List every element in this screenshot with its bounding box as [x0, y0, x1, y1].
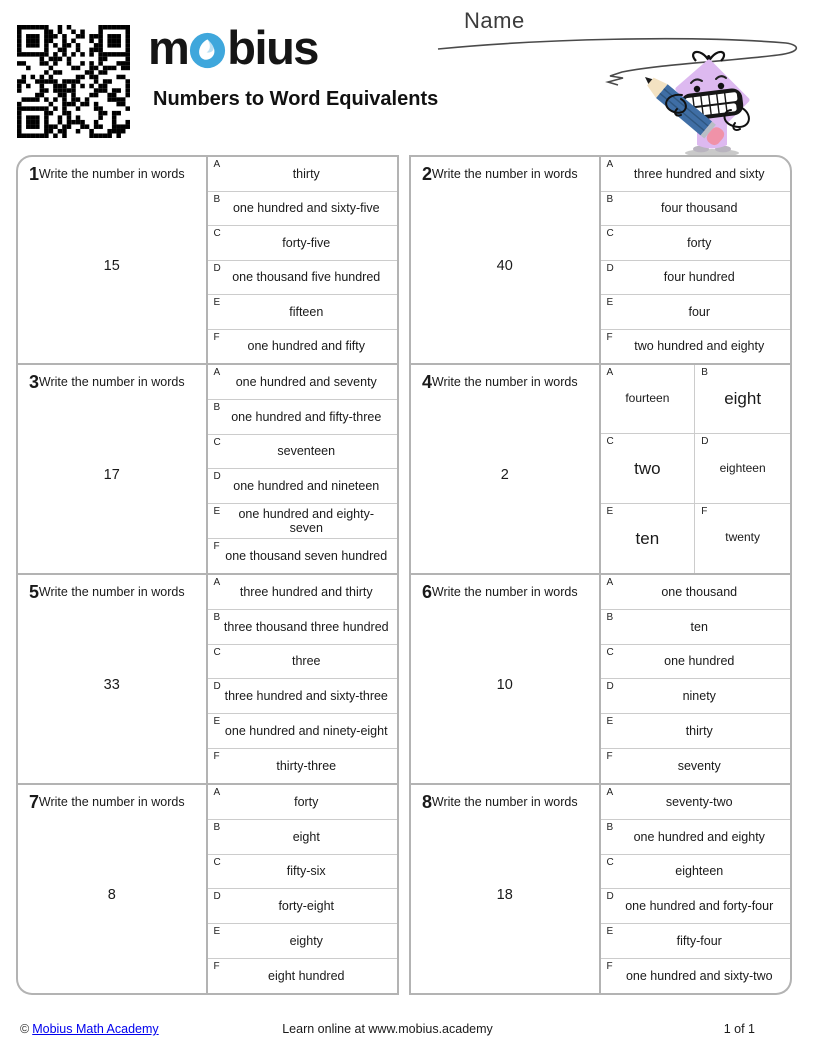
- option-letter: F: [606, 331, 613, 343]
- option-d[interactable]: [601, 679, 791, 714]
- question-value: 2: [500, 466, 509, 483]
- option-letter: B: [213, 611, 221, 623]
- option-d[interactable]: [601, 889, 791, 924]
- option-letter: B: [213, 821, 221, 833]
- option-b[interactable]: [208, 400, 398, 435]
- option-text: eighty: [289, 934, 323, 949]
- option-a[interactable]: [208, 365, 398, 400]
- option-a[interactable]: [208, 575, 398, 610]
- option-text: one hundred and ninety-eight: [224, 724, 388, 739]
- option-text: ten: [635, 528, 660, 548]
- option-text: four thousand: [661, 201, 738, 216]
- option-letter: D: [701, 436, 709, 448]
- question-2-options: [601, 157, 791, 363]
- option-b[interactable]: [601, 610, 791, 645]
- option-letter: E: [606, 297, 614, 308]
- option-text: one thousand five hundred: [232, 270, 381, 285]
- option-text: three: [292, 654, 321, 669]
- option-text: forty-five: [282, 235, 331, 250]
- option-letter: E: [213, 716, 221, 728]
- question-number: 3: [29, 372, 40, 392]
- question-3-prompt-area: [18, 365, 208, 573]
- question-card-6: [409, 575, 792, 785]
- option-f[interactable]: [601, 330, 791, 364]
- question-card-2: [409, 155, 792, 365]
- option-text: one thousand: [661, 584, 738, 599]
- question-6-prompt-area: [411, 575, 601, 783]
- question-8-prompt-area: [411, 785, 601, 993]
- option-b[interactable]: [208, 192, 398, 227]
- question-instruction: Write the number in words: [38, 167, 185, 181]
- option-letter: D: [606, 262, 614, 274]
- question-6-options: [601, 575, 791, 783]
- option-text: one hundred and sixty-two: [625, 968, 773, 983]
- option-text: fifty-six: [286, 864, 326, 879]
- option-letter: D: [213, 681, 221, 693]
- option-letter: A: [213, 367, 221, 378]
- question-5-prompt-area: [18, 575, 208, 783]
- option-letter: F: [606, 961, 613, 973]
- mobius-academy-link[interactable]: Mobius Math Academy: [32, 1022, 159, 1036]
- option-letter: B: [606, 193, 614, 205]
- option-text: one hundred and fifty-three: [231, 409, 382, 424]
- option-letter: E: [213, 297, 221, 308]
- option-d[interactable]: [208, 469, 398, 504]
- question-value: 8: [107, 886, 116, 903]
- option-text: fifteen: [289, 304, 324, 319]
- option-c[interactable]: [601, 434, 696, 503]
- option-a[interactable]: [208, 785, 398, 820]
- option-b[interactable]: [601, 192, 791, 227]
- option-d[interactable]: [208, 679, 398, 714]
- option-letter: C: [606, 436, 614, 448]
- option-f[interactable]: [208, 330, 398, 364]
- option-text: one hundred and sixty-five: [232, 201, 380, 216]
- option-text: one hundred and forty-four: [625, 899, 774, 914]
- option-text: fourteen: [625, 391, 670, 406]
- name-label: Name: [464, 8, 525, 33]
- mobius-logo: [148, 21, 318, 74]
- option-text: one hundred and seventy: [235, 374, 377, 389]
- question-value: 15: [103, 257, 120, 274]
- question-1-prompt-area: [18, 157, 208, 363]
- option-text: fifty-four: [676, 934, 722, 949]
- question-8-options: [601, 785, 791, 993]
- option-letter: A: [606, 787, 614, 798]
- question-card-5: [16, 575, 399, 785]
- option-letter: D: [606, 681, 614, 693]
- option-a[interactable]: [601, 157, 791, 192]
- option-text: three thousand three hundred: [223, 619, 389, 634]
- mobius-drop-icon: [189, 32, 226, 69]
- option-letter: E: [606, 716, 614, 728]
- option-letter: A: [213, 577, 221, 588]
- option-f[interactable]: [208, 749, 398, 783]
- option-letter: B: [213, 401, 221, 413]
- question-5-options: [208, 575, 398, 783]
- option-letter: D: [213, 262, 221, 274]
- option-letter: D: [213, 471, 221, 483]
- option-text: two: [634, 458, 661, 478]
- option-a[interactable]: [601, 785, 791, 820]
- option-text: three hundred and sixty-three: [224, 689, 388, 704]
- option-letter: D: [213, 891, 221, 903]
- option-letter: F: [213, 751, 220, 763]
- option-text: three hundred and thirty: [239, 584, 373, 599]
- option-letter: C: [213, 436, 221, 448]
- option-letter: F: [213, 961, 220, 973]
- option-text: seventeen: [277, 444, 336, 459]
- option-f[interactable]: [208, 539, 398, 573]
- option-c[interactable]: [208, 435, 398, 470]
- option-c[interactable]: [601, 855, 791, 890]
- question-number: 1: [29, 164, 40, 184]
- option-text: one hundred: [664, 654, 735, 669]
- option-text: thirty: [685, 724, 713, 739]
- bow-knot-icon: [693, 52, 724, 61]
- option-letter: A: [606, 367, 614, 378]
- option-text: three hundred and sixty: [633, 166, 765, 181]
- option-letter: B: [606, 611, 614, 623]
- option-e[interactable]: [208, 714, 398, 749]
- option-b[interactable]: [208, 610, 398, 645]
- option-letter: C: [213, 646, 221, 658]
- option-c[interactable]: [208, 855, 398, 890]
- qr-code: [16, 25, 131, 138]
- option-letter: A: [606, 159, 614, 170]
- option-text: one hundred and nineteen: [233, 479, 380, 494]
- option-a[interactable]: [601, 365, 696, 434]
- option-e[interactable]: [601, 504, 696, 573]
- option-b[interactable]: [695, 365, 790, 434]
- option-text: eighteen: [719, 460, 766, 475]
- option-e[interactable]: [208, 504, 398, 539]
- option-d[interactable]: [601, 261, 791, 296]
- question-value: 18: [496, 886, 513, 903]
- question-7-options: [208, 785, 398, 993]
- option-letter: C: [213, 856, 221, 868]
- question-number: 4: [422, 372, 433, 392]
- question-card-3: [16, 365, 399, 575]
- option-letter: B: [701, 367, 708, 378]
- option-f[interactable]: [208, 959, 398, 993]
- question-value: 33: [103, 676, 120, 693]
- option-letter: C: [213, 228, 221, 239]
- question-instruction: Write the number in words: [431, 167, 578, 181]
- question-7-prompt-area: [18, 785, 208, 993]
- page-footer: [0, 1022, 815, 1036]
- question-instruction: Write the number in words: [38, 375, 185, 389]
- pencil-icon: [639, 70, 726, 147]
- question-card-8: [409, 785, 792, 995]
- option-text: ten: [690, 619, 708, 634]
- option-text: one hundred and eighty: [633, 829, 765, 844]
- option-c[interactable]: [208, 226, 398, 261]
- option-a[interactable]: [601, 575, 791, 610]
- question-value: 40: [496, 257, 513, 274]
- option-e[interactable]: [601, 295, 791, 330]
- option-letter: C: [606, 646, 614, 658]
- option-text: forty-eight: [278, 899, 335, 914]
- option-b[interactable]: [208, 820, 398, 855]
- logo-text-prefix: m: [148, 21, 189, 74]
- question-4-options: [601, 365, 791, 573]
- question-card-4: [409, 365, 792, 575]
- option-text: seventy: [677, 758, 721, 773]
- question-number: 2: [422, 164, 433, 184]
- option-letter: E: [213, 926, 221, 938]
- option-text: two hundred and eighty: [634, 339, 765, 354]
- option-text: seventy-two: [665, 794, 733, 809]
- option-c[interactable]: [208, 645, 398, 680]
- question-instruction: Write the number in words: [431, 795, 578, 809]
- option-c[interactable]: [601, 645, 791, 680]
- option-letter: E: [606, 926, 614, 938]
- option-letter: E: [606, 505, 614, 517]
- option-letter: B: [213, 193, 221, 205]
- option-letter: A: [606, 577, 614, 588]
- option-text: thirty-three: [276, 758, 337, 773]
- option-letter: F: [606, 751, 613, 763]
- option-f[interactable]: [601, 749, 791, 783]
- option-letter: E: [213, 506, 221, 518]
- option-letter: B: [606, 821, 614, 833]
- option-text: one thousand seven hundred: [225, 548, 388, 563]
- option-letter: F: [701, 505, 708, 517]
- option-letter: D: [606, 891, 614, 903]
- option-text: one hundred and fifty: [247, 339, 365, 354]
- option-b[interactable]: [601, 820, 791, 855]
- question-instruction: Write the number in words: [38, 795, 185, 809]
- option-c[interactable]: [601, 226, 791, 261]
- option-letter: C: [606, 228, 614, 239]
- option-text: twenty: [725, 530, 760, 545]
- question-number: 8: [422, 792, 433, 812]
- option-letter: C: [606, 856, 614, 868]
- option-text: eighteen: [675, 864, 724, 879]
- question-value: 17: [103, 466, 120, 483]
- question-card-1: [16, 155, 399, 365]
- option-letter: F: [213, 541, 220, 553]
- question-2-prompt-area: [411, 157, 601, 363]
- option-a[interactable]: [208, 157, 398, 192]
- option-d[interactable]: [695, 434, 790, 503]
- option-text: four: [688, 304, 711, 319]
- option-f[interactable]: [601, 959, 791, 993]
- question-card-7: [16, 785, 399, 995]
- question-instruction: Write the number in words: [431, 375, 578, 389]
- option-text: ninety: [682, 689, 716, 704]
- option-text: forty: [294, 794, 319, 809]
- question-value: 10: [496, 676, 513, 693]
- option-text: forty: [687, 235, 712, 250]
- question-instruction: Write the number in words: [38, 585, 185, 599]
- page-indicator: 1 of 1: [723, 1022, 755, 1036]
- option-text: thirty: [292, 166, 320, 181]
- copyright: [0, 1022, 282, 1036]
- logo-text-suffix: bius: [227, 21, 318, 74]
- option-e[interactable]: [601, 714, 791, 749]
- option-d[interactable]: [208, 889, 398, 924]
- worksheet-title: Numbers to Word Equivalents: [153, 88, 439, 110]
- question-number: 6: [422, 582, 433, 602]
- option-e[interactable]: [208, 924, 398, 959]
- question-grid: [16, 155, 792, 995]
- question-3-options: [208, 365, 398, 573]
- question-number: 5: [29, 582, 40, 602]
- question-1-options: [208, 157, 398, 363]
- option-letter: A: [213, 159, 221, 170]
- option-letter: A: [213, 787, 221, 798]
- option-text: four hundred: [663, 270, 735, 285]
- name-line[interactable]: [438, 39, 796, 85]
- option-d[interactable]: [208, 261, 398, 296]
- footer-center-text: Learn online at www.mobius.academy: [282, 1022, 493, 1036]
- copyright-symbol: ©: [20, 1022, 30, 1036]
- option-text: one hundred and eighty-seven: [238, 506, 375, 536]
- question-4-prompt-area: [411, 365, 601, 573]
- question-instruction: Write the number in words: [431, 585, 578, 599]
- option-e[interactable]: [208, 295, 398, 330]
- question-number: 7: [29, 792, 40, 812]
- option-letter: F: [213, 331, 220, 343]
- option-e[interactable]: [601, 924, 791, 959]
- option-text: eight: [724, 389, 762, 409]
- option-f[interactable]: [695, 504, 790, 573]
- option-text: eight hundred: [268, 968, 345, 983]
- option-text: eight: [292, 829, 320, 844]
